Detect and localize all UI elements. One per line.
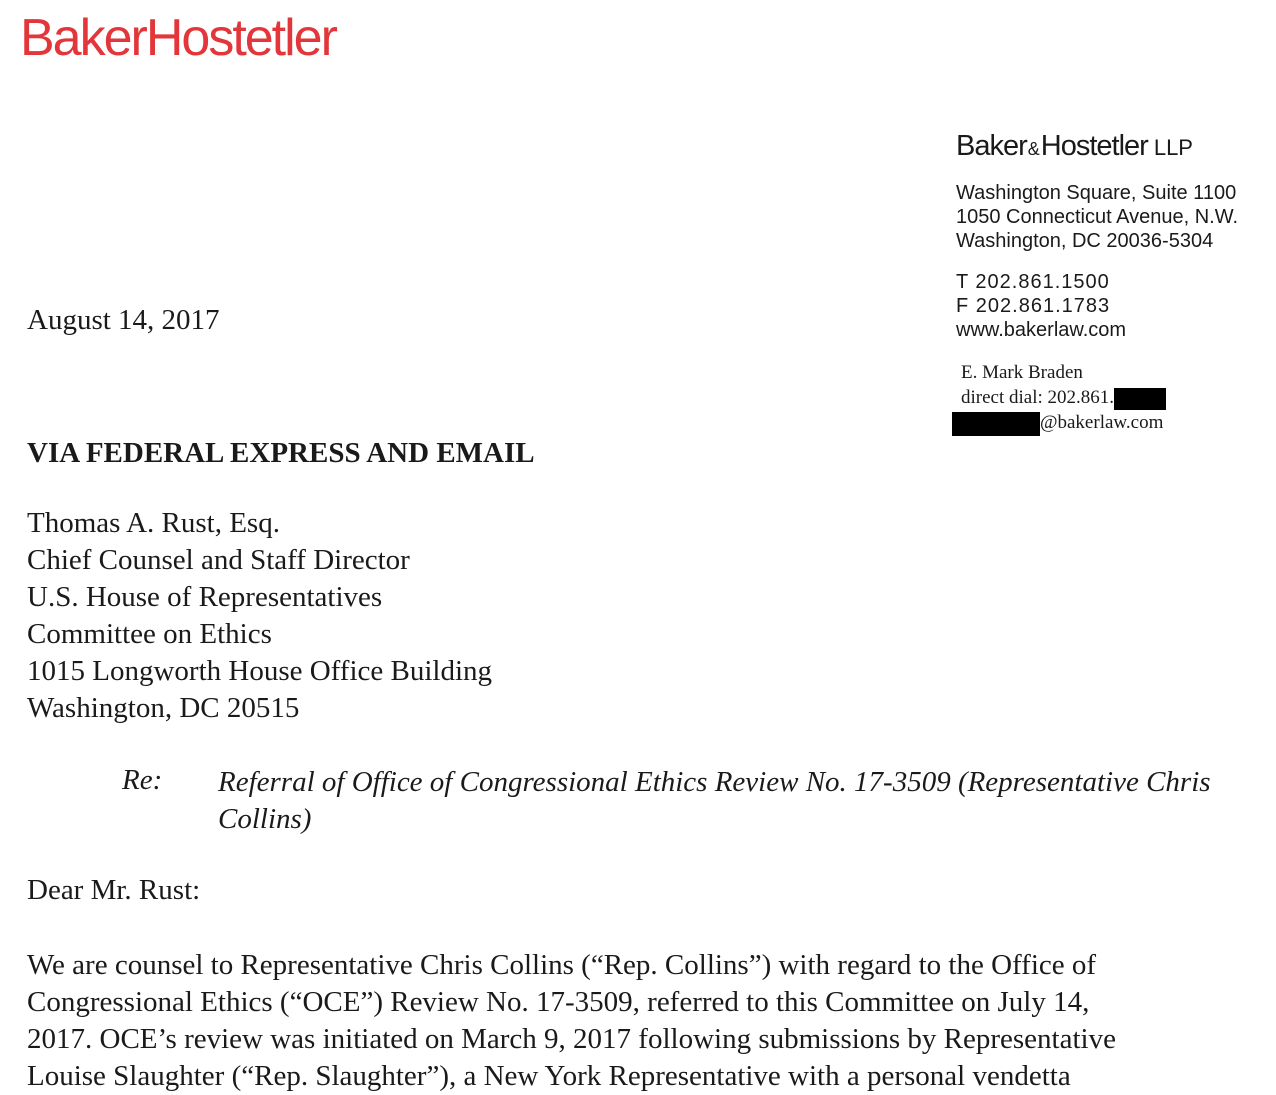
fax-number: F 202.861.1783: [956, 295, 1111, 317]
recipient-line: Thomas A. Rust, Esq.: [27, 507, 280, 539]
re-subject: Referral of Office of Congressional Ethics Review No. 17-3509 (Representative Chris Collins): [218, 766, 1211, 835]
redaction-block: [952, 412, 1040, 436]
recipient-line: Chief Counsel and Staff Director: [27, 544, 410, 576]
body-line: 2017. OCE’s review was initiated on March 9, 2017 following submissions by Representative: [27, 1023, 1116, 1055]
firm-suffix: LLP: [1153, 135, 1193, 160]
re-label: Re:: [122, 764, 163, 796]
direct-dial-text: direct dial: 202.861.: [961, 387, 1115, 408]
email-domain: @bakerlaw.com: [1040, 412, 1164, 433]
salutation: Dear Mr. Rust:: [27, 874, 201, 906]
firm-name-part1: Baker: [956, 130, 1027, 162]
firm-logo: BakerHostetler: [20, 9, 336, 67]
body-line: We are counsel to Representative Chris Collins (“Rep. Collins”) with regard to the Office of: [27, 949, 1097, 981]
letter-date: August 14, 2017: [27, 304, 220, 336]
recipient-line: Committee on Ethics: [27, 618, 272, 650]
recipient-line: 1015 Longworth House Office Building: [27, 655, 493, 687]
body-line: Louise Slaughter (“Rep. Slaughter”), a New York Representative with a personal vendetta: [27, 1060, 1071, 1092]
firm-name: [956, 132, 1271, 161]
address-line: Washington Square, Suite 1100: [956, 182, 1237, 204]
redaction-block: [1114, 388, 1166, 410]
direct-dial: [961, 385, 1166, 410]
firm-name-ampersand: &: [1027, 139, 1040, 159]
delivery-method: VIA FEDERAL EXPRESS AND EMAIL: [27, 437, 535, 469]
attorney-name: E. Mark Braden: [961, 362, 1083, 383]
attorney-contact: [961, 360, 1166, 436]
body-line: Congressional Ethics (“OCE”) Review No. 17-3509, referred to this Committee on July 14,: [27, 986, 1090, 1018]
address-line: Washington, DC 20036-5304: [956, 230, 1214, 252]
firm-name-part2: Hostetler: [1040, 130, 1148, 162]
website-link[interactable]: www.bakerlaw.com: [956, 319, 1127, 341]
address-line: 1050 Connecticut Avenue, N.W.: [956, 206, 1239, 228]
attorney-email: [952, 410, 1166, 436]
recipient-address: [27, 505, 492, 727]
recipient-line: U.S. House of Representatives: [27, 581, 383, 613]
phone-number: T 202.861.1500: [956, 271, 1110, 293]
letter-body: [27, 947, 1267, 1095]
firm-letterhead-block: [956, 132, 1271, 342]
recipient-line: Washington, DC 20515: [27, 692, 300, 724]
